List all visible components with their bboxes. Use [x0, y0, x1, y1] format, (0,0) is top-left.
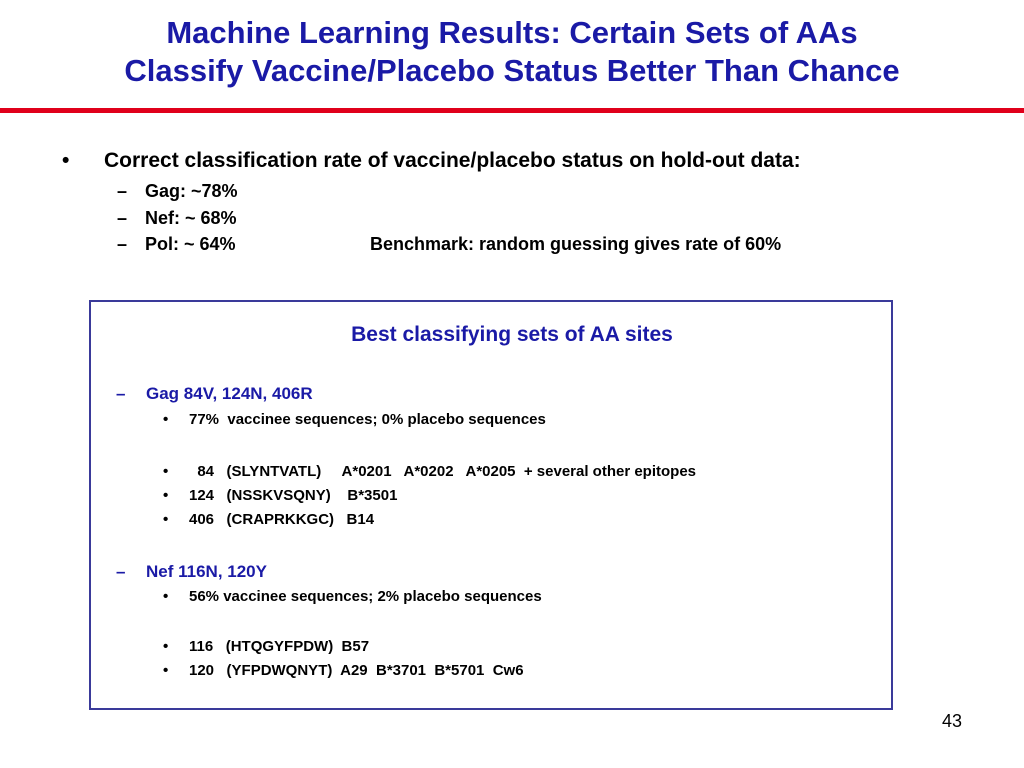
sub-bullet-text: Pol: ~ 64% [145, 234, 236, 254]
nef-epitope-item [163, 661, 524, 721]
nef-stat-text: 56% vaccinee sequences; 2% placebo sequences [189, 588, 542, 605]
benchmark-note: Benchmark: random guessing gives rate of 60% [370, 234, 782, 254]
box-heading: Best classifying sets of AA sites [351, 323, 673, 346]
nef-sites-text: Nef 116N, 120Y [146, 562, 267, 581]
gag-epitope-text: 406 (CRAPRKKGC) B14 [189, 511, 375, 528]
gag-epitope-text: 84 (SLYNTVATL) A*0201 A*0202 A*0205 + several other epitopes [189, 463, 697, 480]
page-number: 43 [941, 711, 962, 731]
gag-stat-item [163, 410, 546, 470]
bullet-marker: • [62, 149, 70, 172]
dash-marker: – [117, 234, 128, 254]
nef-epitope-text: 116 (HTQGYFPDW) B57 [189, 638, 370, 655]
title-divider [0, 108, 1024, 113]
bullet-marker: • [163, 463, 169, 480]
sub-bullet-text: Gag: ~78% [145, 181, 238, 201]
bullet-marker: • [163, 487, 169, 504]
dash-marker: – [117, 208, 128, 228]
slide-title-line-1: Machine Learning Results: Certain Sets of AAs [166, 15, 858, 50]
bullet-marker: • [163, 411, 169, 428]
bullet-marker: • [163, 588, 169, 605]
dash-marker: – [117, 181, 128, 201]
bullet-marker: • [163, 662, 169, 679]
gag-stat-text: 77% vaccinee sequences; 0% placebo sequences [189, 411, 546, 428]
gag-sites-text: Gag 84V, 124N, 406R [146, 384, 313, 403]
bullet-marker: • [163, 511, 169, 528]
bullet-marker: • [163, 638, 169, 655]
gag-epitope-text: 124 (NSSKVSQNY) B*3501 [189, 487, 398, 504]
dash-marker: – [116, 562, 126, 581]
slide-title [0, 14, 1024, 90]
sub-bullet-text: Nef: ~ 68% [145, 208, 237, 228]
main-bullet-text: Correct classification rate of vaccine/placebo status on hold-out data: [104, 149, 801, 172]
slide-title-line-2: Classify Vaccine/Placebo Status Better Than Chance [124, 53, 900, 88]
nef-epitope-text: 120 (YFPDWQNYT) A29 B*3701 B*5701 Cw6 [189, 662, 524, 679]
dash-marker: – [116, 384, 126, 403]
